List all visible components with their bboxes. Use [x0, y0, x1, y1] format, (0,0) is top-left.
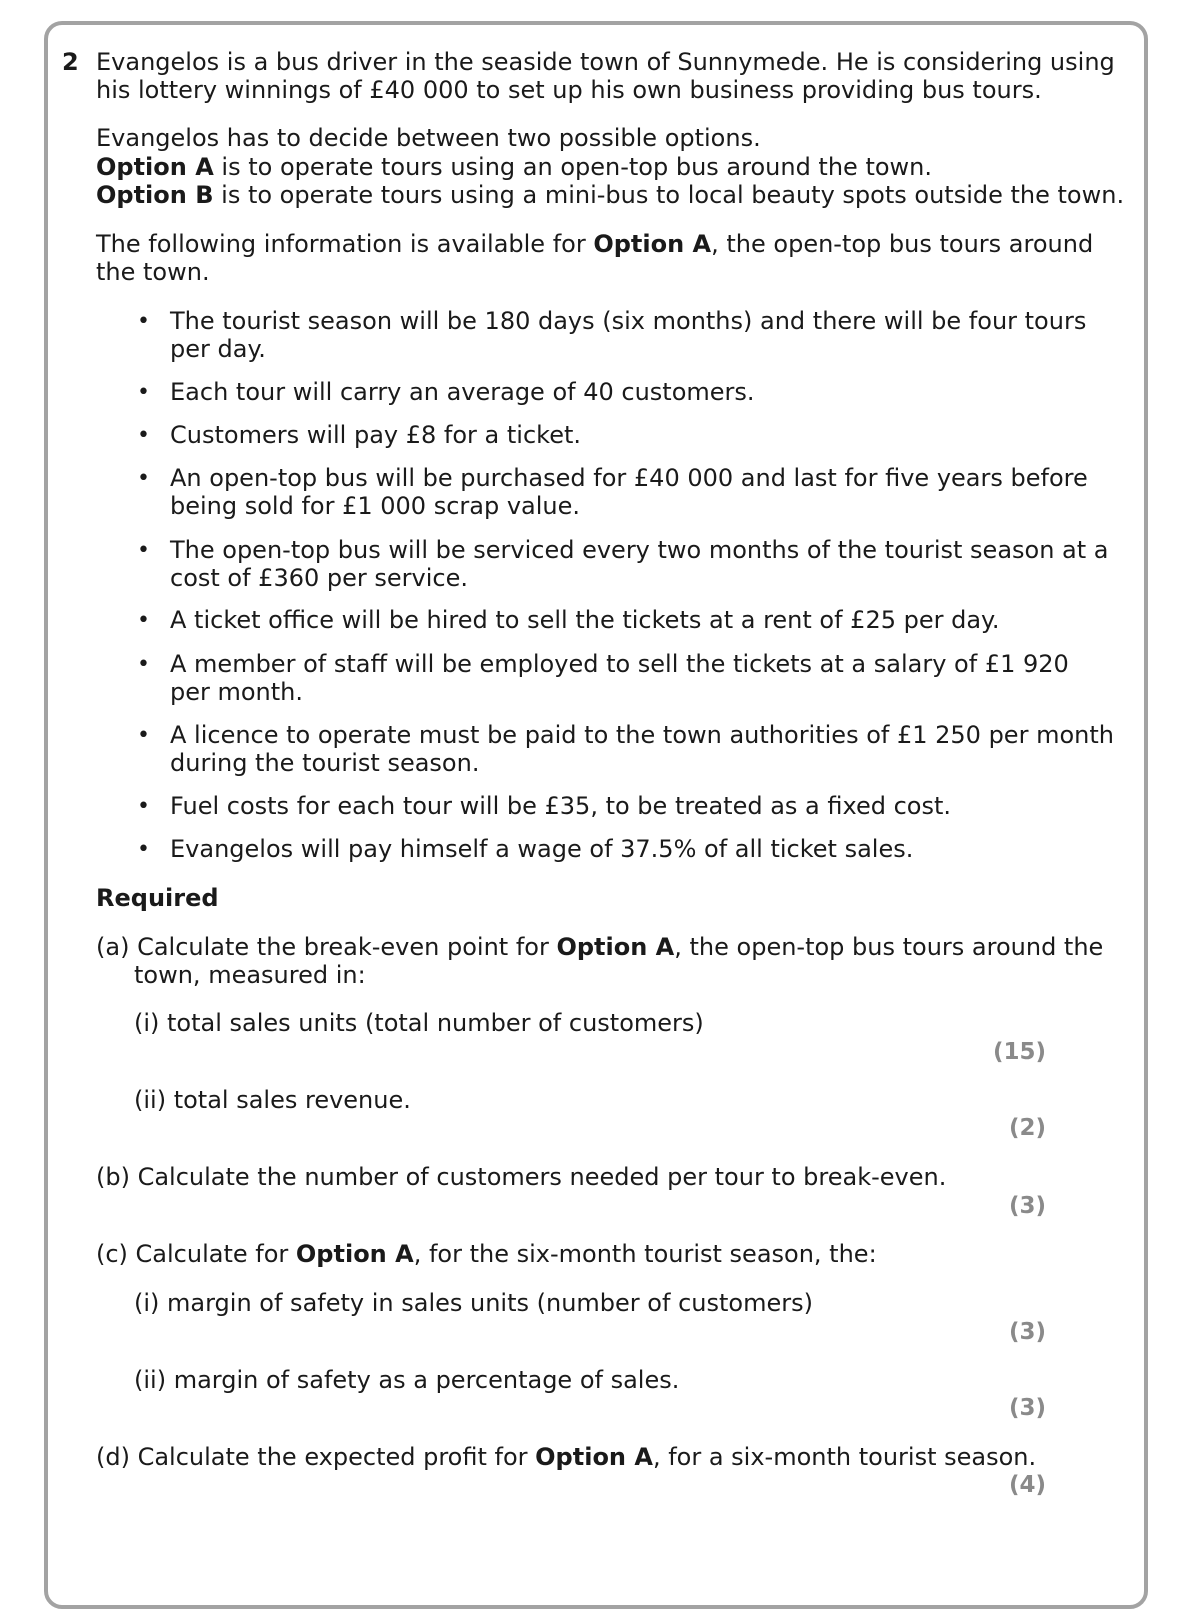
part-c-line [96, 1240, 877, 1269]
bullet-marker: • [137, 423, 150, 448]
part-d-marks: (4) [1008, 1472, 1046, 1498]
bullet-text: A licence to operate must be paid to the town authorities of £1 250 per month [170, 721, 1114, 749]
bullet-marker: • [137, 837, 150, 862]
bullet-text: A ticket office will be hired to sell the tickets at a rent of £25 per day. [170, 606, 1000, 634]
option-a-label: Option A [96, 153, 214, 181]
intro-line-1: Evangelos is a bus driver in the seaside town of Sunnymede. He is considering using [96, 48, 1115, 76]
bullet-text: being sold for £1 000 scrap value. [170, 492, 581, 520]
option-b-line [96, 181, 1124, 210]
decide-line: Evangelos has to decide between two possible options. [96, 124, 761, 152]
bullet-marker: • [137, 538, 150, 563]
bullet-text: An open-top bus will be purchased for £40 000 and last for five years before [170, 464, 1088, 492]
bullet-text: Customers will pay £8 for a ticket. [170, 421, 581, 449]
part-d-post: , for a six-month tourist season. [652, 1443, 1037, 1471]
bullet-text: per day. [170, 335, 266, 363]
part-d-bold: Option A [535, 1443, 653, 1471]
bullet-text: A member of staff will be employed to sell the tickets at a salary of £1 920 [170, 650, 1069, 678]
info-line-1 [96, 230, 1093, 259]
info-pre: The following information is available for [96, 230, 594, 258]
info-bold: Option A [593, 230, 712, 258]
part-d-pre: (d) Calculate the expected profit for [96, 1443, 536, 1471]
part-c-pre: (c) Calculate for [96, 1240, 296, 1268]
bullet-text: per month. [170, 678, 304, 706]
question-number: 2 [62, 48, 79, 76]
part-c-post: , for the six-month tourist season, the: [413, 1240, 877, 1268]
bullet-text: Fuel costs for each tour will be £35, to be treated as a fixed cost. [170, 792, 952, 820]
bullet-text: cost of £360 per service. [170, 564, 468, 592]
part-c-i: (i) margin of safety in sales units (number of customers) [134, 1289, 813, 1317]
bullet-text: during the tourist season. [170, 749, 480, 777]
bullet-marker: • [137, 466, 150, 491]
part-a-i-marks: (15) [992, 1039, 1046, 1065]
part-a-ii-marks: (2) [1008, 1115, 1046, 1141]
info-post: , the open-top bus tours around [711, 230, 1094, 258]
part-c-bold: Option A [295, 1240, 414, 1268]
part-a-pre: (a) Calculate the break-even point for [96, 933, 557, 961]
info-line-2: the town. [96, 258, 210, 286]
part-b: (b) Calculate the number of customers needed per tour to break-even. [96, 1163, 947, 1191]
option-b-label: Option B [96, 181, 214, 209]
part-c-ii-marks: (3) [1008, 1395, 1046, 1421]
intro-line-2: his lottery winnings of £40 000 to set up his own business providing bus tours. [96, 76, 1042, 104]
part-d-line [96, 1443, 1036, 1472]
part-a-line-1 [96, 933, 1103, 962]
part-b-marks: (3) [1008, 1193, 1046, 1219]
bullet-text: The open-top bus will be serviced every two months of the tourist season at a [170, 536, 1109, 564]
bullet-marker: • [137, 794, 150, 819]
bullet-text: Evangelos will pay himself a wage of 37.5% of all ticket sales. [170, 835, 914, 863]
bullet-marker: • [137, 380, 150, 405]
part-c-i-marks: (3) [1008, 1319, 1046, 1345]
part-a-ii: (ii) total sales revenue. [134, 1086, 411, 1114]
part-a-bold: Option A [556, 933, 675, 961]
part-a-i: (i) total sales units (total number of customers) [134, 1009, 704, 1037]
part-a-line-2: town, measured in: [134, 961, 366, 989]
bullet-text: The tourist season will be 180 days (six months) and there will be four tours [170, 307, 1087, 335]
part-a-post: , the open-top bus tours around the [674, 933, 1104, 961]
option-b-text: is to operate tours using a mini-bus to local beauty spots outside the town. [213, 181, 1125, 209]
bullet-marker: • [137, 309, 150, 334]
required-heading: Required [96, 884, 219, 912]
bullet-marker: • [137, 652, 150, 677]
option-a-line [96, 153, 932, 182]
bullet-text: Each tour will carry an average of 40 customers. [170, 378, 755, 406]
option-a-text: is to operate tours using an open-top bus around the town. [213, 153, 933, 181]
bullet-marker: • [137, 723, 150, 748]
bullet-marker: • [137, 608, 150, 633]
part-c-ii: (ii) margin of safety as a percentage of sales. [134, 1366, 680, 1394]
